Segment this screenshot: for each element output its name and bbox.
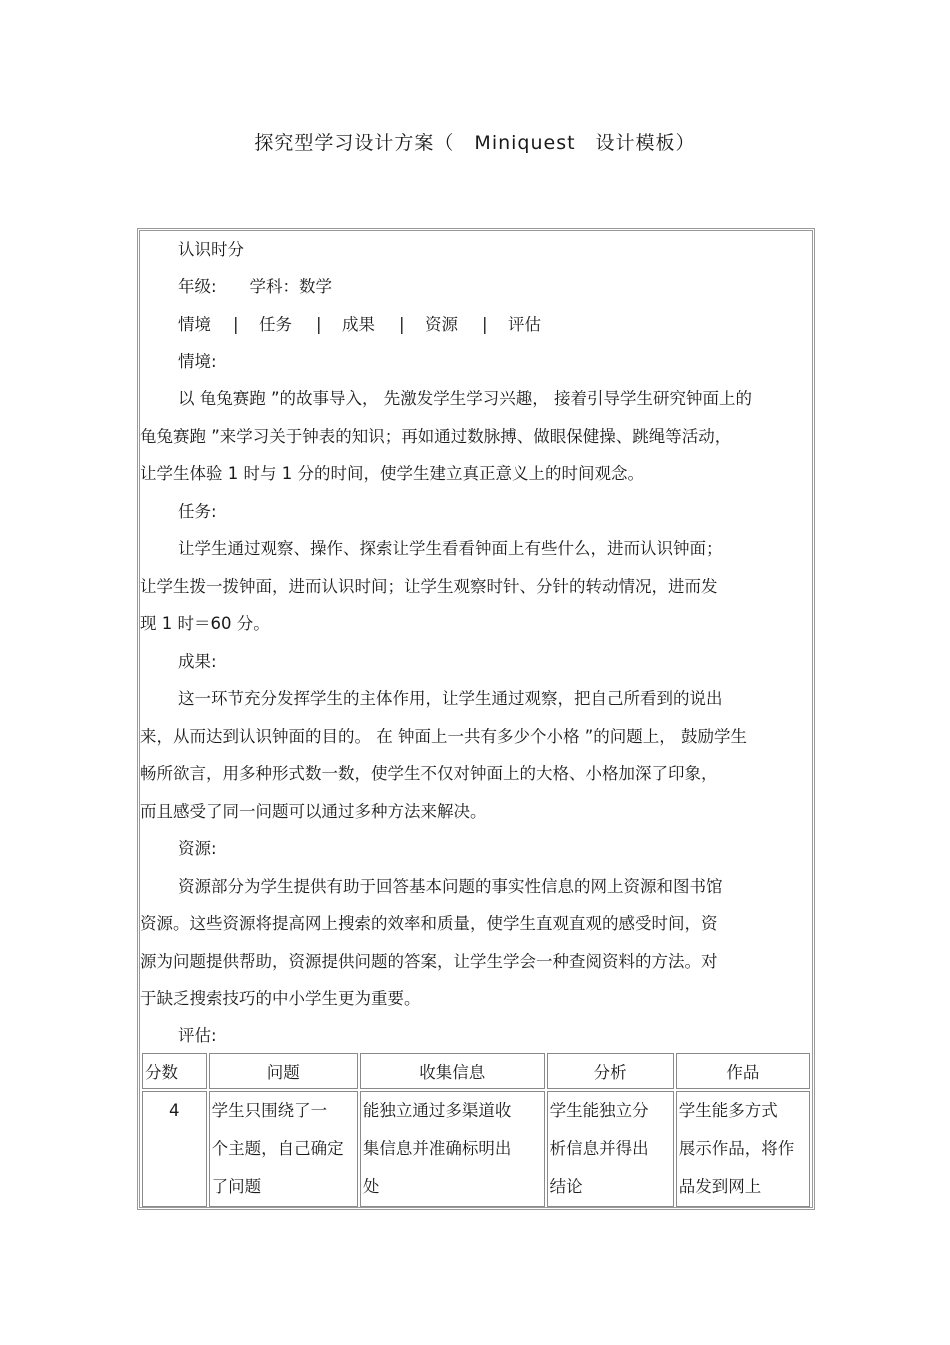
task-line: 现 1 时＝60 分。 <box>140 614 270 633</box>
cell-line: 处 <box>362 1177 380 1196</box>
cell-line: 能独立通过多渠道收 <box>362 1101 512 1120</box>
cell-line: 了问题 <box>211 1177 262 1196</box>
nav-separator: | <box>482 315 488 334</box>
cell-work <box>676 1091 810 1207</box>
resources-line: 源为问题提供帮助，资源提供问题的答案，让学生学会一种查阅资料的方法。对 <box>140 952 718 971</box>
cell-line: 学生只围绕了一 <box>211 1101 328 1120</box>
outcome-line: 而且感受了同一问题可以通过多种方法来解决。 <box>140 802 487 821</box>
task-heading: 任务: <box>178 502 217 521</box>
nav-separator: | <box>316 315 322 334</box>
nav-situation[interactable]: 情境 <box>178 315 211 334</box>
situation-line: 让学生体验 1 时与 1 分的时间，使学生建立真正意义上的时间观念。 <box>140 464 644 483</box>
section-nav <box>178 314 558 336</box>
nav-separator: | <box>399 315 405 334</box>
outcome-line: 这一环节充分发挥学生的主体作用，让学生通过观察，把自己所看到的说出 <box>178 689 723 708</box>
header-collect: 收集信息 <box>360 1053 545 1089</box>
header-analysis: 分析 <box>547 1053 674 1089</box>
nav-evaluation[interactable]: 评估 <box>508 315 541 334</box>
situation-line: 龟兔赛跑 ”来学习关于钟表的知识；再如通过数脉搏、做眼保健操、跳绳等活动， <box>140 427 732 446</box>
cell-line: 展示作品，将作 <box>678 1139 795 1158</box>
table-header-row <box>142 1053 810 1089</box>
resources-line: 资源。这些资源将提高网上搜索的效率和质量，使学生直观直观的感受时间，资 <box>140 914 718 933</box>
cell-line: 学生能独立分 <box>549 1101 649 1120</box>
cell-line: 集信息并准确标明出 <box>362 1139 512 1158</box>
situation-line: 以 龟兔赛跑 ”的故事导入， 先激发学生学习兴趣， 接着引导学生研究钟面上的 <box>178 389 753 408</box>
table-row <box>142 1091 810 1207</box>
cell-line: 个主题，自己确定 <box>211 1139 344 1158</box>
header-score: 分数 <box>142 1053 207 1089</box>
task-line: 让学生拨一拨钟面，进而认识时间；让学生观察时针、分针的转动情况，进而发 <box>140 577 718 596</box>
cell-line: 结论 <box>549 1177 583 1196</box>
evaluation-table <box>140 1051 812 1209</box>
cell-line: 析信息并得出 <box>549 1139 649 1158</box>
grade-subject: 年级: 学科：数学 <box>178 277 333 296</box>
evaluation-heading: 评估: <box>178 1026 217 1045</box>
lesson-frame <box>137 228 815 1210</box>
situation-heading: 情境: <box>178 352 217 371</box>
cell-question <box>209 1091 358 1207</box>
header-work: 作品 <box>676 1053 810 1089</box>
cell-score: 4 <box>142 1091 207 1207</box>
cell-collect <box>360 1091 545 1207</box>
nav-separator: | <box>233 315 239 334</box>
resources-heading: 资源: <box>178 839 217 858</box>
nav-outcome[interactable]: 成果 <box>342 315 375 334</box>
resources-line: 资源部分为学生提供有助于回答基本问题的事实性信息的网上资源和图书馆 <box>178 877 723 896</box>
nav-task[interactable]: 任务 <box>259 315 292 334</box>
outcome-line: 来，从而达到认识钟面的目的。 在 钟面上一共有多少个小格 ”的问题上， 鼓励学生 <box>140 727 748 746</box>
lesson-title: 认识时分 <box>178 240 244 259</box>
task-line: 让学生通过观察、操作、探索让学生看看钟面上有些什么，进而认识钟面； <box>178 539 723 558</box>
outcome-heading: 成果: <box>178 652 217 671</box>
cell-line: 学生能多方式 <box>678 1101 778 1120</box>
cell-analysis <box>547 1091 674 1207</box>
document-title: 探究型学习设计方案（ Miniquest 设计模板） <box>254 132 696 154</box>
nav-resources[interactable]: 资源 <box>425 315 458 334</box>
resources-line: 于缺乏搜索技巧的中小学生更为重要。 <box>140 989 421 1008</box>
header-question: 问题 <box>209 1053 358 1089</box>
cell-line: 品发到网上 <box>678 1177 762 1196</box>
outcome-line: 畅所欲言，用多种形式数一数，使学生不仅对钟面上的大格、小格加深了印象， <box>140 764 718 783</box>
